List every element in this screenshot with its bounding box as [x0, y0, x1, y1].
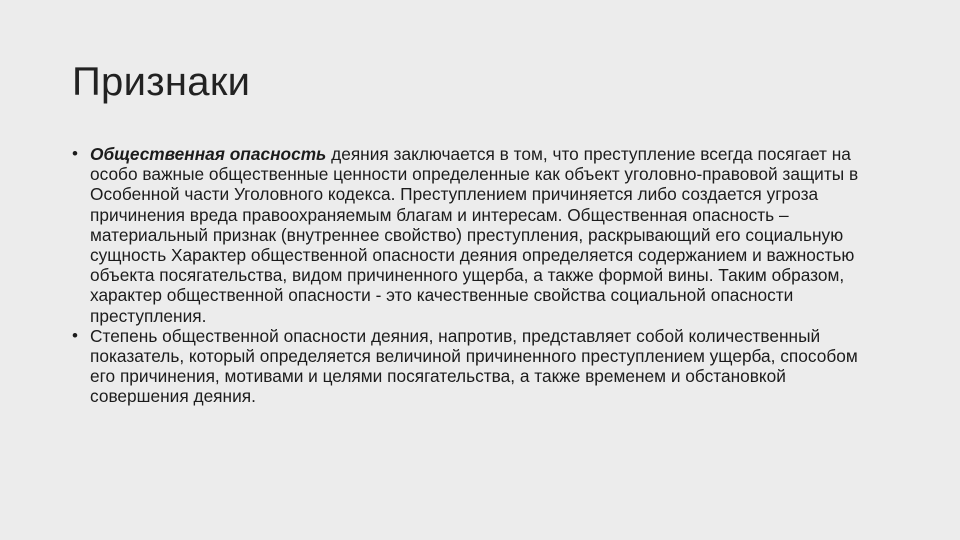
- slide-title: Признаки: [72, 60, 251, 104]
- bullet-item: [72, 144, 884, 326]
- bullet-item: [72, 326, 884, 407]
- slide-body: [72, 144, 884, 407]
- bullet-text: Степень общественной опасности деяния, напротив, представляет собой количественный показатель, который определяется величиной причиненного преступлением ущерба, способом его причинения, мотивами и целями посягательства, а также временем и обстановкой совершения деяния.: [90, 325, 858, 407]
- bullet-icon: •: [72, 325, 78, 345]
- bullet-emphasis: Общественная опасность: [90, 144, 327, 164]
- bullet-text: деяния заключается в том, что преступление всегда посягает на особо важные общественные ценности определенные как объект уголовно-правовой защиты в Особенной части Уголовного кодекса. Преступлением причиняется либо создается угроза причинения вреда правоохраняемым благам и интересам. Общественная опасность – материальный признак (внутреннее свойство) преступления, раскрывающий его социальную сущность Характер общественной опасности деяния определяется содержанием и важностью объекта посягательства, видом причиненного ущерба, а также формой вины. Таким образом, характер общественной опасности - это качественные свойства социальной опасности преступления.: [90, 144, 859, 326]
- bullet-icon: •: [72, 144, 78, 163]
